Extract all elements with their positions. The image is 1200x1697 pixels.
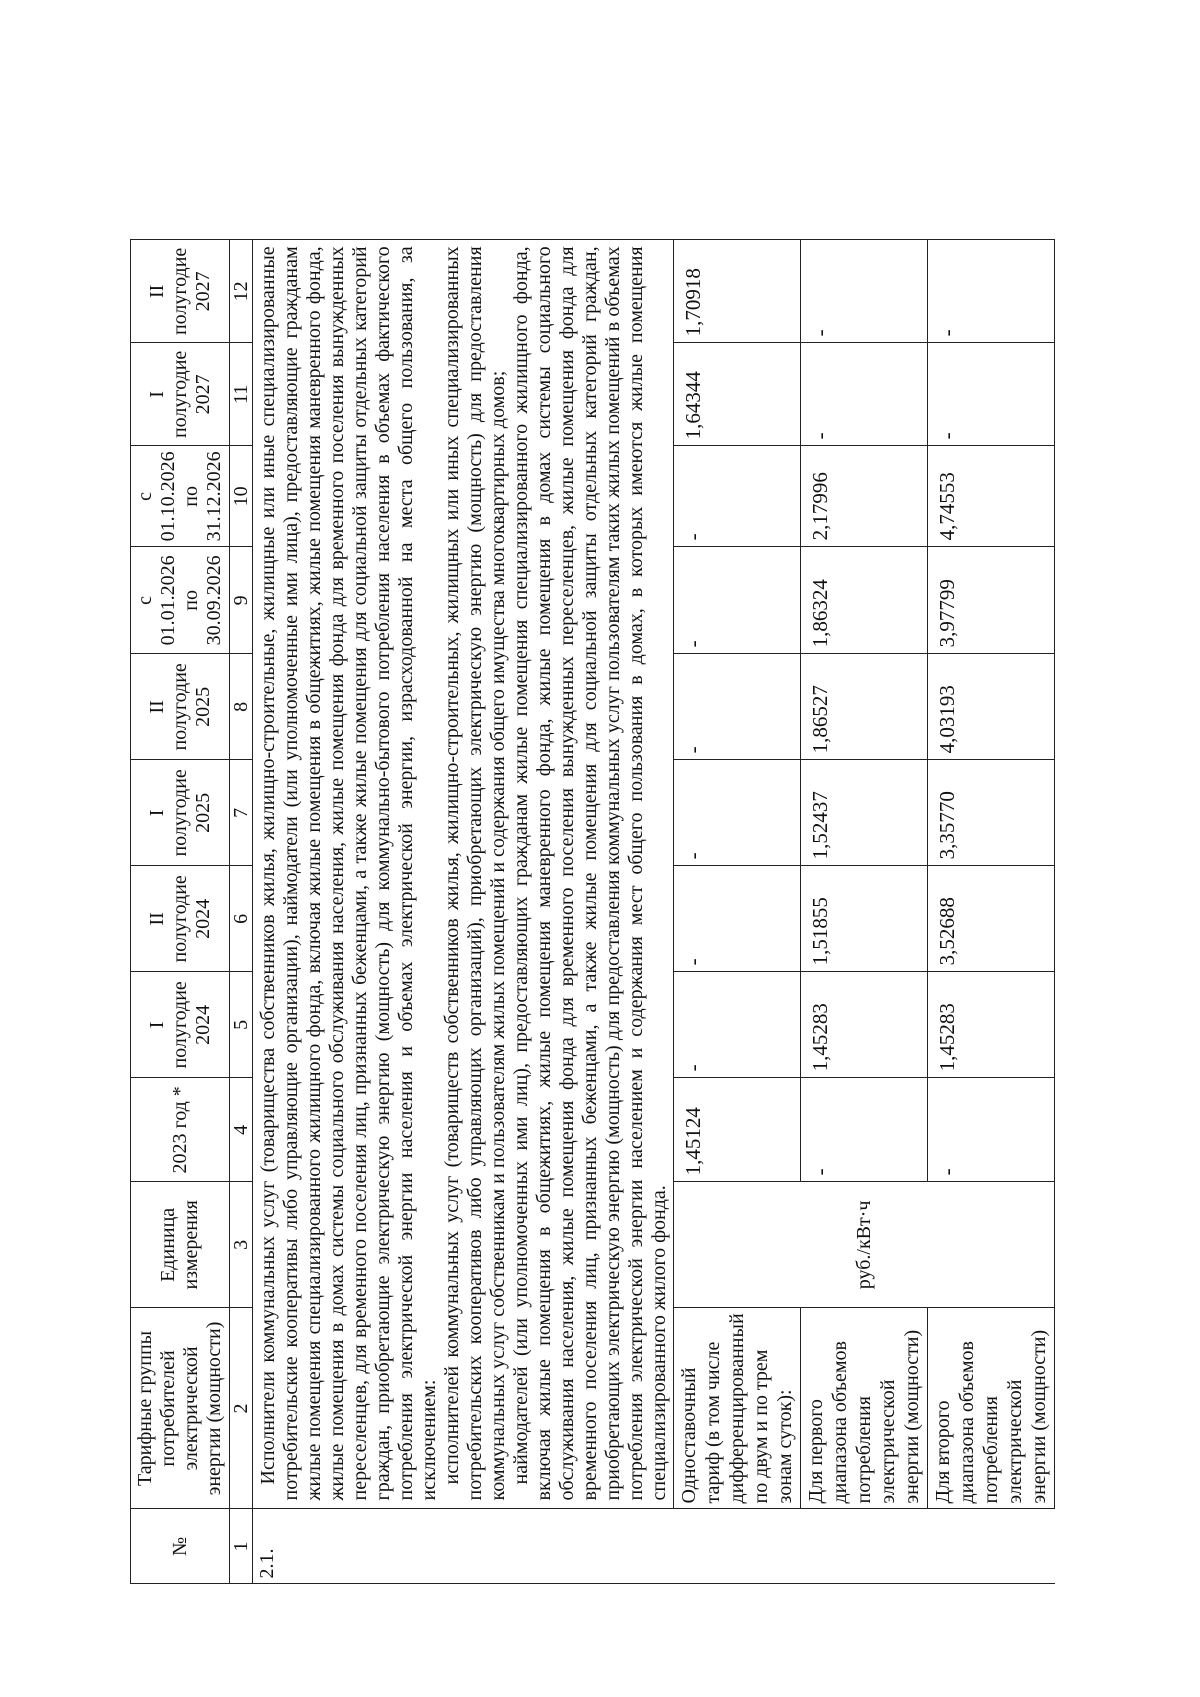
col-number: 6 <box>230 866 253 972</box>
header-h1-2025: I полугодие 2025 <box>131 760 230 866</box>
tariff-value: - <box>928 1078 1055 1182</box>
tariff-value: 1,52437 <box>801 760 928 866</box>
tariff-value: 4,74553 <box>928 446 1055 547</box>
tariff-value: - <box>674 446 801 547</box>
tariff-value: 4,03193 <box>928 654 1055 760</box>
col-number: 7 <box>230 760 253 866</box>
header-2026-a: с 01.01.2026 по 30.09.2026 <box>131 547 230 654</box>
col-number: 2 <box>230 1308 253 1509</box>
col-number: 1 <box>230 1509 253 1584</box>
tariff-table <box>130 239 1055 1624</box>
consumer-label: Для второго диапазона объемов потребления электрической энергии (мощности) <box>928 1308 1055 1509</box>
header-2023: 2023 год * <box>131 1078 230 1182</box>
header-h1-2024: I полугодие 2024 <box>131 972 230 1078</box>
section-number: 2.1. <box>253 1509 1055 1584</box>
tariff-value: 1,45283 <box>928 972 1055 1078</box>
tariff-value: 3,35770 <box>928 760 1055 866</box>
tariff-value: - <box>674 972 801 1078</box>
tariff-value: 1,70918 <box>674 240 801 343</box>
col-number: 9 <box>230 547 253 654</box>
tariff-value: - <box>674 760 801 866</box>
tariff-value: - <box>928 343 1055 446</box>
description-paragraph: исполнителей коммунальных услуг (товариществ собственников жилья, жилищно-строительных, жилищных или иных специализированных потребительских кооперативов либо управляющих организаций), приобретающих электрическую энергию (мощность) для предоставления коммунальных услуг собственникам и пользователям жилых помещений и содержания общего имущества многоквартирных домов; <box>441 246 509 1501</box>
tariff-value: 1,45124 <box>674 1078 801 1182</box>
col-number: 11 <box>230 343 253 446</box>
col-number: 10 <box>230 446 253 547</box>
tariff-value: - <box>674 654 801 760</box>
tariff-value: - <box>674 866 801 972</box>
header-h2-2024: II полугодие 2024 <box>131 866 230 972</box>
tariff-value: 3,52688 <box>928 866 1055 972</box>
header-h2-2027: II полугодие 2027 <box>131 240 230 343</box>
tariff-value: - <box>801 343 928 446</box>
col-number: 12 <box>230 240 253 343</box>
description-paragraph: Исполнители коммунальных услуг (товарищества собственников жилья, жилищно-строительные, жилищные или иные специализированные потребительские кооперативы либо управляющие организации), наймодатели (или уполномоченные ими лица), предоставляющие гражданам жилые помещения специализированного жилищного фонда, включая жилые помещения в общежитиях, жилые помещения маневренного фонда, жилые помещения в домах системы социального обслуживания населения, жилые помещения фонда для временного поселения вынужденных переселенцев, для временного поселения лиц, признанных беженцами, а также жилые помещения для социальной защиты отдельных категорий граждан, приобретающие электрическую энергию (мощность) для коммунально-бытового потребления населения в объемах фактического потребления электрической энергии населения и объемах электрической энергии, израсходованной на места общего пользования, за исключением: <box>257 246 440 1501</box>
tariff-value: 2,17996 <box>801 446 928 547</box>
col-number: 5 <box>230 972 253 1078</box>
unit-cell: руб./кВт·ч <box>674 1182 1055 1308</box>
header-h2-2025: II полугодие 2025 <box>131 654 230 760</box>
tariff-value: 1,86324 <box>801 547 928 654</box>
header-unit: Единица измерения <box>131 1182 230 1308</box>
col-number: 4 <box>230 1078 253 1182</box>
col-number: 3 <box>230 1182 253 1308</box>
tariff-value: 1,64344 <box>674 343 801 446</box>
header-no: № <box>131 1509 230 1584</box>
tariff-value: 1,45283 <box>801 972 928 1078</box>
header-2026-b: с 01.10.2026 по 31.12.2026 <box>131 446 230 547</box>
tariff-value: - <box>801 1078 928 1182</box>
consumer-label: Для первого диапазона объемов потребления электрической энергии (мощности) <box>801 1308 928 1509</box>
tariff-value: - <box>674 547 801 654</box>
tariff-value: 3,97799 <box>928 547 1055 654</box>
tariff-value: 1,86527 <box>801 654 928 760</box>
header-group: Тарифные группы потребителей электрической энергии (мощности) <box>131 1308 230 1509</box>
tariff-value: - <box>801 240 928 343</box>
header-h1-2027: I полугодие 2027 <box>131 343 230 446</box>
tariff-value: 1,51855 <box>801 866 928 972</box>
section-description <box>253 240 674 1509</box>
tariff-value: - <box>928 240 1055 343</box>
consumer-label: Одноставочный тариф (в том числе дифференцированный по двум и по трем зонам суток): <box>674 1308 801 1509</box>
col-number: 8 <box>230 654 253 760</box>
description-paragraph: наймодателей (или уполномоченных ими лиц), предоставляющих гражданам жилые помещения специализированного жилищного фонда, включая жилые помещения в общежитиях, жилые помещения маневренного фонда, жилые помещения в домах системы социального обслуживания населения, жилые помещения фонда для временного поселения вынужденных переселенцев, жилые помещения фонда для временного поселения лиц, признанных беженцами, а также жилые помещения для социальной защиты отдельных категорий граждан, приобретающих электрическую энергию (мощность) для предоставления коммунальных услуг пользователям таких жилых помещений в объемах потребления электрической энергии населением и содержания мест общего пользования в домах, в которых имеются жилые помещения специализированного жилого фонда. <box>510 246 670 1501</box>
